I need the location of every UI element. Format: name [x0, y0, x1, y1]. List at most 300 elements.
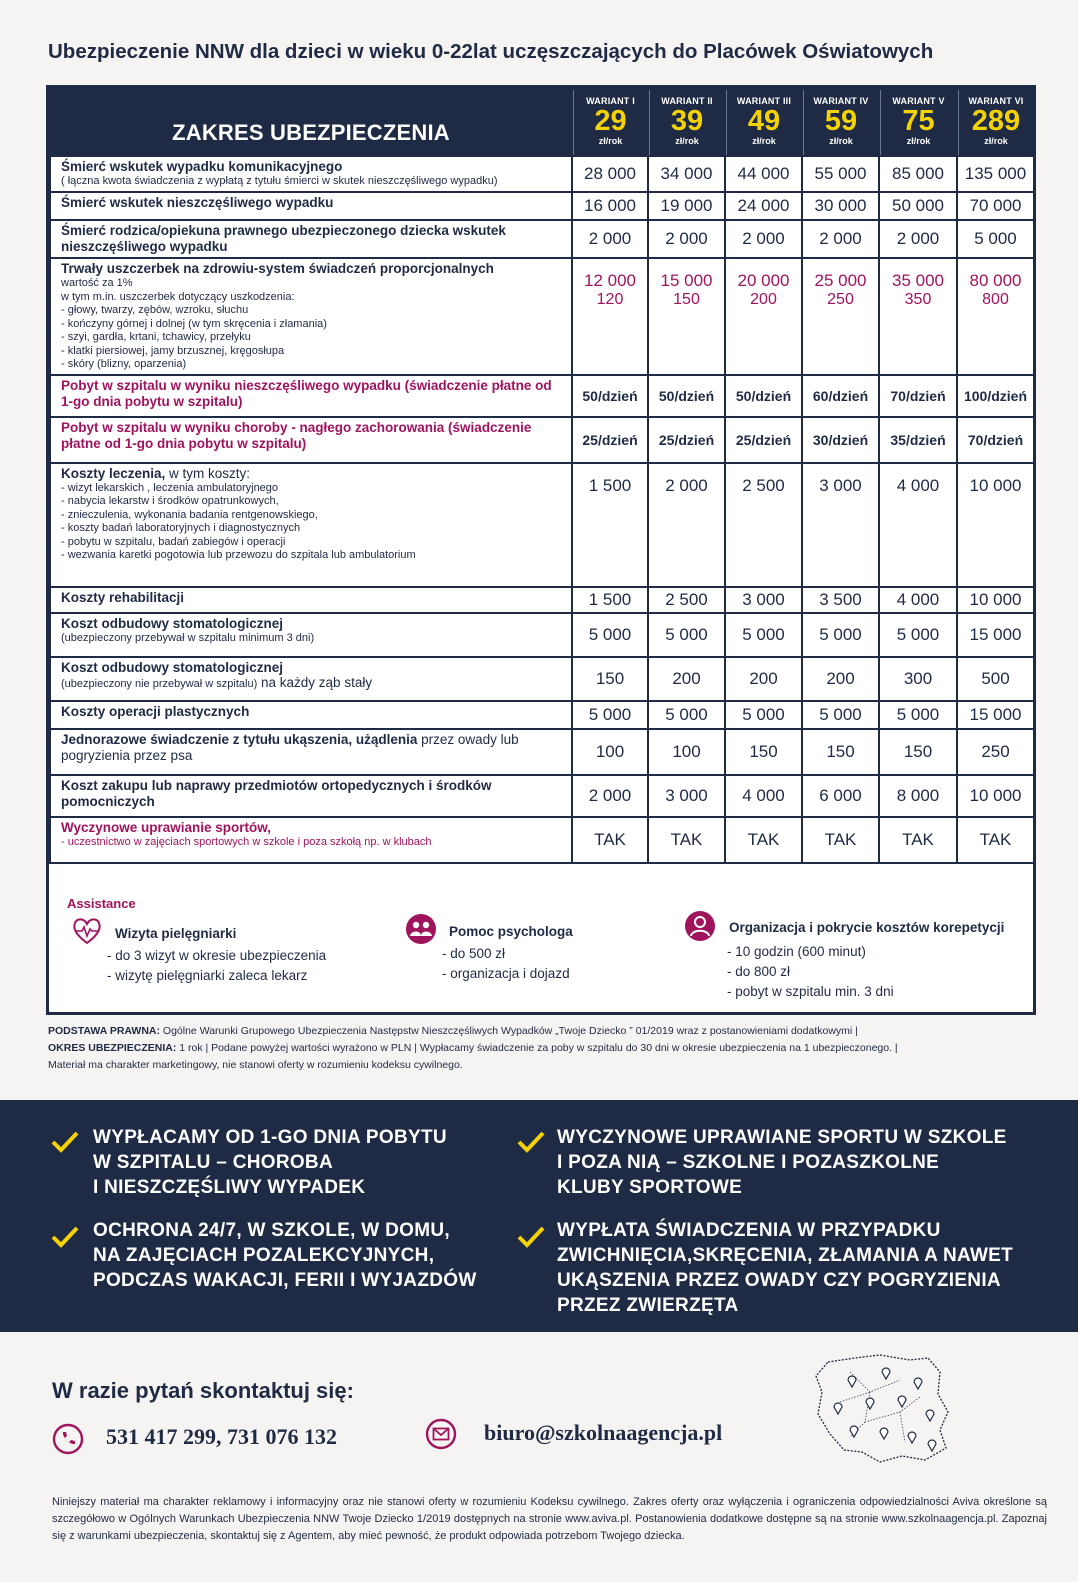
value: 35 000	[892, 271, 944, 290]
variant-price: 59	[824, 105, 858, 137]
value-cell	[648, 657, 725, 701]
value: 34 000	[660, 164, 713, 183]
value-cell	[725, 613, 802, 657]
value: 5 000	[742, 704, 785, 724]
row-label-cell	[50, 258, 572, 375]
row-sublabel-text: - uczestnictwo w zajęciach sportowych w szkole i poza szkołą np. w klubach	[61, 835, 432, 848]
row-label: Koszty operacji plastycznych	[61, 703, 250, 719]
row-label: Koszty rehabilitacji	[61, 589, 185, 605]
value: 2 000	[665, 475, 708, 495]
legal-text: Ogólne Warunki Grupowego Ubezpieczenia Następstw Nieszczęśliwych Wypadków „Twoje Dziecko ” 01/2019 wraz z postanowieniami dodatkowymi |	[160, 1025, 858, 1037]
row-label-cell	[50, 156, 572, 192]
value-cell	[648, 258, 725, 375]
value: 44 000	[737, 164, 790, 183]
value-cell	[802, 775, 879, 817]
value-cell	[725, 775, 802, 817]
row-detail-line: - skóry (blizny, oparzenia)	[61, 358, 187, 370]
check-icon	[50, 1225, 80, 1249]
value: 25/dzień	[735, 431, 792, 448]
value-cell	[572, 463, 648, 587]
value-cell	[879, 258, 957, 375]
value-cell	[802, 375, 879, 417]
value: 55 000	[814, 164, 867, 183]
value-cell	[879, 701, 957, 729]
value: 15 000	[969, 624, 1022, 644]
assistance-item-title: Pomoc psychologa	[449, 924, 573, 939]
row-detail-line: - głowy, twarzy, zębów, wzroku, słuchu	[61, 304, 249, 316]
value: 5 000	[665, 704, 708, 724]
value-cell	[802, 156, 879, 192]
value-cell	[725, 220, 802, 258]
value-cell	[879, 657, 957, 701]
value: 2 000	[588, 785, 632, 805]
value-cell	[802, 192, 879, 220]
value: 4 000	[896, 475, 940, 495]
feature-line: WYPŁATA ŚWIADCZENIA W PRZYPADKU	[557, 1220, 941, 1241]
row-label: Pobyt w szpitalu w wyniku nieszczęśliwego wypadku (świadczenie płatne od 1-go dnia pobytu w szpitalu)	[61, 377, 552, 409]
value: 2 000	[665, 229, 708, 248]
table-row	[50, 587, 1034, 613]
table-row	[50, 817, 1034, 863]
value: 5 000	[742, 624, 785, 644]
legal-text: 1 rok | Podane powyżej wartości wyrażono w PLN | Wypłacamy świadczenie za poby w szpitalu do 30 dni w okresie ubezpieczenia na 1 ubezpieczonego. |	[176, 1042, 898, 1054]
value: 15 000	[660, 271, 713, 290]
value-cell	[725, 258, 802, 375]
row-sublabel	[61, 175, 565, 188]
legal-line	[48, 1040, 1048, 1057]
table-row	[50, 192, 1034, 220]
row-sublabel	[61, 632, 565, 645]
value: 24 000	[737, 196, 790, 215]
row-label: Śmierć wskutek nieszczęśliwego wypadku	[61, 195, 334, 210]
row-label: Koszty leczenia,	[61, 465, 166, 481]
value-cell	[879, 817, 957, 863]
row-label: Trwały uszczerbek na zdrowiu-system świadczeń proporcjonalnych	[61, 261, 494, 276]
table-row	[50, 156, 1034, 192]
value-cell	[879, 613, 957, 657]
row-sublabel	[61, 836, 565, 849]
student-icon	[684, 910, 716, 942]
value-cell	[572, 220, 648, 258]
value-cell	[648, 417, 725, 463]
value-cell	[648, 375, 725, 417]
row-sublabel-text: (ubezpieczony przebywał w szpitalu minimum 3 dni)	[61, 631, 315, 644]
variant-header	[648, 89, 725, 156]
value: 3 000	[665, 785, 708, 805]
variant-header	[572, 89, 648, 156]
variant-header	[802, 89, 879, 156]
legal-line: Materiał ma charakter marketingowy, nie stanowi oferty w rozumieniu kodeksu cywilnego.	[48, 1059, 463, 1071]
value-cell	[572, 775, 648, 817]
row-label-cell	[50, 657, 572, 701]
value: 2 000	[588, 229, 632, 248]
row-label: Pobyt w szpitalu w wyniku choroby - nagłego zachorowania (świadczenie płatne od 1-go dnia pobytu w szpitalu)	[61, 419, 532, 451]
value-cell	[879, 220, 957, 258]
poland-map-icon	[810, 1352, 955, 1467]
value: 2 000	[896, 229, 940, 248]
value: 30 000	[814, 196, 867, 215]
feature-item	[557, 1218, 1013, 1318]
value-cell	[879, 192, 957, 220]
value: 3 000	[742, 589, 785, 609]
row-label: Śmierć rodzica/opiekuna prawnego ubezpieczonego dziecka wskutek nieszczęśliwego wypadku	[61, 223, 506, 254]
insurance-table	[49, 88, 1035, 864]
value: 150	[749, 741, 778, 761]
row-detail-line: - wezwania karetki pogotowia lub przewozu do szpitala lub ambulatorium	[61, 549, 416, 561]
value: 5 000	[588, 624, 632, 644]
value: 85 000	[892, 164, 944, 183]
feature-item	[93, 1125, 447, 1200]
row-label-cell	[50, 701, 572, 729]
variant-price: 49	[747, 105, 781, 137]
feature-item	[557, 1125, 1007, 1200]
variant-price: 289	[971, 105, 1021, 137]
value: 28 000	[584, 164, 636, 183]
row-label: Koszt odbudowy stomatologicznej	[61, 615, 283, 631]
value: 80 000	[969, 271, 1022, 290]
value: 19 000	[660, 196, 713, 215]
heart-pulse-icon	[71, 915, 103, 947]
assistance-item-line: - wizytę pielęgniarki zaleca lekarz	[107, 968, 308, 983]
assistance-item-line: - pobyt w szpitalu min. 3 dni	[727, 984, 894, 999]
value: 300	[903, 668, 933, 688]
check-icon	[50, 1130, 80, 1154]
value-cell	[802, 417, 879, 463]
assistance-item-title: Organizacja i pokrycie kosztów korepetycji	[729, 920, 1005, 935]
row-detail-line: - kończyny górnej i dolnej (w tym skręcenia i złamania)	[61, 317, 327, 330]
value: 5 000	[896, 624, 940, 644]
row-detail-line: - koszty badań laboratoryjnych i diagnostycznych	[61, 522, 301, 534]
value-cell	[648, 817, 725, 863]
row-sublabel-text: ( łączna kwota świadczenia z wypłatą z tytułu śmierci w skutek nieszczęśliwego wypadku)	[61, 175, 498, 187]
variant-unit: zł/rok	[829, 136, 853, 146]
row-label-inline: przez owady lub pogryzienia przez psa	[61, 731, 519, 763]
value-cell	[957, 417, 1034, 463]
row-detail-line: w tym m.in. uszczerbek dotyczący uszkodzenia:	[61, 290, 295, 303]
variant-unit: zł/rok	[752, 136, 776, 146]
assistance-title: Assistance	[67, 896, 136, 911]
value-cell	[957, 463, 1034, 587]
value-per-percent: 200	[750, 291, 777, 308]
variant-name: WARIANT III	[736, 96, 792, 106]
value-cell	[725, 375, 802, 417]
assistance-item-title: Wizyta pielęgniarki	[115, 926, 237, 941]
row-sublabel-tail: na każdy ząb stały	[257, 674, 373, 690]
value-per-percent: 120	[596, 291, 624, 308]
scope-header: ZAKRES UBEZPIECZENIA	[50, 89, 572, 156]
value-cell	[802, 613, 879, 657]
value: 20 000	[737, 271, 790, 290]
value: TAK	[824, 829, 857, 849]
value-per-percent: 150	[673, 291, 700, 308]
variant-header	[957, 89, 1034, 156]
variant-name: WARIANT I	[586, 96, 635, 106]
row-label: Koszt zakupu lub naprawy przedmiotów ortopedycznych i środków pomocniczych	[61, 777, 492, 809]
value: 1 500	[588, 589, 632, 609]
value-cell	[572, 701, 648, 729]
feature-line: WYPŁACAMY OD 1-GO DNIA POBYTU	[93, 1127, 447, 1148]
value-cell	[879, 775, 957, 817]
value-cell	[572, 375, 648, 417]
value-cell	[802, 463, 879, 587]
value: 50/dzień	[582, 387, 638, 404]
value-cell	[957, 220, 1034, 258]
row-label-cell	[50, 375, 572, 417]
value: 250	[981, 741, 1010, 761]
value-per-percent: 350	[904, 291, 932, 308]
value: 100/dzień	[963, 387, 1028, 404]
value: 35/dzień	[890, 431, 946, 448]
value-cell	[648, 729, 725, 775]
table-row	[50, 701, 1034, 729]
assistance-item-line: - 10 godzin (600 minut)	[727, 944, 866, 959]
value-cell	[957, 156, 1034, 192]
email-icon	[425, 1418, 457, 1450]
table-row	[50, 613, 1034, 657]
variant-header	[725, 89, 802, 156]
value: 150	[595, 668, 625, 688]
value: 4 000	[742, 785, 785, 805]
page-title: Ubezpieczenie NNW dla dzieci w wieku 0-22lat uczęszczających do Placówek Oświatowych	[48, 40, 934, 63]
value: TAK	[594, 829, 626, 849]
value-cell	[802, 701, 879, 729]
value-cell	[572, 613, 648, 657]
row-detail-line: - wizyt lekarskich , leczenia ambulatoryjnego	[61, 481, 279, 494]
value-cell	[572, 192, 648, 220]
value-cell	[802, 587, 879, 613]
row-detail-line: - pobytu w szpitalu, badań zabiegów i operacji	[61, 535, 286, 548]
value: 100	[595, 741, 625, 761]
value: 5 000	[896, 704, 940, 724]
variant-price: 75	[902, 105, 935, 137]
value: 25/dzień	[582, 431, 638, 448]
value-cell	[572, 258, 648, 375]
row-label-cell	[50, 613, 572, 657]
row-label-cell	[50, 192, 572, 220]
value-cell	[572, 657, 648, 701]
value: 150	[826, 741, 855, 761]
variant-unit: zł/rok	[906, 136, 931, 146]
value-cell	[572, 817, 648, 863]
variant-header	[879, 89, 957, 156]
value-cell	[648, 220, 725, 258]
check-icon	[516, 1130, 546, 1154]
variant-name: WARIANT II	[661, 96, 713, 106]
legal-line	[48, 1023, 1048, 1040]
value-per-percent: 250	[827, 291, 854, 308]
value-cell	[879, 729, 957, 775]
value-cell	[879, 375, 957, 417]
table-row	[50, 729, 1034, 775]
feature-line: OCHRONA 24/7, W SZKOLE, W DOMU,	[93, 1220, 450, 1241]
row-detail-line: wartość za 1%	[61, 277, 133, 289]
disclaimer: Niniejszy materiał ma charakter reklamowy i informacyjny oraz nie stanowi oferty w rozumieniu Kodeksu cywilnego. Zakres oferty oraz wyłączenia i ograniczenia odpowiedzialności Aviva określone są szczegółowo w Ogólnych Warunkach Ubezpieczenia NNW Twoje Dziecko 1/2019 dostępnych na stronie www.aviva.pl. Postanowienia dodatkowe dostępne są na stronie www.szkolnaagencja.pl. Zapoznaj się z warunkami ubezpieczenia, skontaktuj się z Agentem, aby mieć pewność, że produkt odpowiada potrzebom Twojego dziecka.	[52, 1496, 1047, 1542]
value-cell	[802, 729, 879, 775]
feature-line: I NIESZCZĘŚLIWY WYPADEK	[93, 1177, 366, 1198]
value-cell	[572, 587, 648, 613]
variant-name: WARIANT V	[892, 96, 945, 106]
value: 5 000	[974, 229, 1017, 248]
value-cell	[648, 701, 725, 729]
value: 5 000	[819, 624, 862, 644]
value: 6 000	[819, 785, 862, 805]
row-label-cell	[50, 220, 572, 258]
insurance-table-frame	[46, 85, 1036, 1015]
value: 100	[672, 741, 701, 761]
value: 500	[981, 668, 1010, 688]
value-cell	[725, 417, 802, 463]
value: TAK	[902, 829, 934, 849]
value-cell	[802, 817, 879, 863]
value: 200	[826, 668, 855, 688]
legal-notes	[48, 1023, 1048, 1074]
value-cell	[957, 701, 1034, 729]
row-detail-line: - klatki piersiowej, jamy brzusznej, kręgosłupa	[61, 344, 285, 357]
value-cell	[648, 613, 725, 657]
value: TAK	[979, 829, 1012, 849]
variant-price: 29	[594, 105, 627, 137]
value: 25/dzień	[658, 431, 715, 448]
value: 200	[749, 668, 778, 688]
row-detail-line: - nabycia lekarstw i środków opatrunkowych,	[61, 495, 279, 507]
value: 2 500	[742, 475, 785, 495]
value-cell	[957, 258, 1034, 375]
email-address[interactable]: biuro@szkolnaagencja.pl	[484, 1420, 723, 1445]
row-label: Wyczynowe uprawianie sportów,	[61, 819, 272, 835]
table-row	[50, 657, 1034, 701]
feature-line: WYCZYNOWE UPRAWIANE SPORTU W SZKOLE	[557, 1127, 1007, 1148]
table-row	[50, 417, 1034, 463]
value: 3 000	[819, 475, 862, 495]
value-cell	[648, 587, 725, 613]
feature-line: KLUBY SPORTOWE	[557, 1177, 743, 1198]
feature-line: PRZEZ ZWIERZĘTA	[557, 1295, 739, 1316]
check-icon	[516, 1225, 546, 1249]
feature-line: NA ZAJĘCIACH POZALEKCYJNYCH,	[93, 1245, 435, 1266]
value: 5 000	[819, 704, 862, 724]
row-sublabel	[61, 676, 565, 691]
variant-unit: zł/rok	[675, 136, 699, 146]
legal-label: PODSTAWA PRAWNA:	[48, 1025, 160, 1037]
feature-line: W SZPITALU – CHOROBA	[93, 1152, 333, 1173]
value-cell	[879, 463, 957, 587]
value-cell	[957, 375, 1034, 417]
phone-icon	[52, 1423, 84, 1455]
value-cell	[802, 220, 879, 258]
value-cell	[957, 192, 1034, 220]
value: 2 000	[819, 229, 862, 248]
value: 5 000	[665, 624, 708, 644]
value: 3 500	[819, 589, 862, 609]
value: 50/dzień	[658, 387, 715, 404]
value: 16 000	[584, 196, 636, 215]
row-detail-line: - znieczulenia, wykonania badania rentgenowskiego,	[61, 508, 318, 521]
row-sublabel-text: (ubezpieczony nie przebywał w szpitalu)	[61, 677, 258, 690]
assistance-item-line: - do 500 zł	[442, 946, 506, 961]
value: 15 000	[969, 704, 1022, 724]
value-cell	[725, 587, 802, 613]
value-cell	[957, 817, 1034, 863]
value-cell	[648, 463, 725, 587]
value-cell	[725, 817, 802, 863]
value: 5 000	[588, 704, 632, 724]
row-label-inline: w tym koszty:	[165, 465, 251, 481]
assistance-item-line: - organizacja i dojazd	[442, 966, 570, 981]
value-cell	[957, 613, 1034, 657]
value-cell	[725, 192, 802, 220]
assistance-section	[49, 888, 1033, 1012]
variant-unit: zł/rok	[598, 136, 623, 146]
row-detail-line: - szyi, gardła, krtani, tchawicy, przełyku	[61, 331, 251, 343]
feature-line: UKĄSZENIA PRZEZ OWADY CZY POGRYZIENIA	[557, 1270, 1001, 1291]
feature-line: ZWICHNIĘCIA,SKRĘCENIA, ZŁAMANIA A NAWET	[557, 1245, 1014, 1266]
value: 200	[672, 668, 701, 688]
value: TAK	[670, 829, 703, 849]
variant-price: 39	[670, 105, 704, 137]
row-label: Jednorazowe świadczenie z tytułu ukąszenia, użądlenia	[61, 731, 418, 747]
value-cell	[725, 729, 802, 775]
row-label: Koszt odbudowy stomatologicznej	[61, 659, 283, 675]
value-cell	[725, 657, 802, 701]
row-label-cell	[50, 775, 572, 817]
value: 4 000	[896, 589, 940, 609]
value-cell	[957, 657, 1034, 701]
value: 50 000	[892, 196, 944, 215]
value-cell	[802, 657, 879, 701]
value: 10 000	[969, 475, 1022, 495]
value-cell	[648, 775, 725, 817]
assistance-item-line: - do 3 wizyt w okresie ubezpieczenia	[107, 948, 327, 963]
row-label: Śmierć wskutek wypadku komunikacyjnego	[61, 159, 343, 174]
value-cell	[648, 192, 725, 220]
value: 70 000	[969, 196, 1022, 215]
value-cell	[725, 701, 802, 729]
value: 60/dzień	[812, 387, 869, 404]
phone-numbers[interactable]: 531 417 299, 731 076 132	[106, 1424, 337, 1449]
row-label-cell	[50, 729, 572, 775]
feature-line: I POZA NIĄ – SZKOLNE I POZASZKOLNE	[557, 1152, 940, 1173]
value: 2 500	[665, 589, 708, 609]
people-icon	[405, 913, 437, 945]
variant-name: WARIANT IV	[813, 96, 869, 106]
value: 50/dzień	[735, 387, 792, 404]
contact-section	[0, 1352, 1078, 1472]
value-cell	[725, 156, 802, 192]
value: 8 000	[896, 785, 940, 805]
value: 25 000	[814, 271, 867, 290]
value: TAK	[747, 829, 780, 849]
value: 150	[903, 741, 933, 761]
value: 70/dzień	[890, 387, 946, 404]
value-cell	[802, 258, 879, 375]
feature-line: PODCZAS WAKACJI, FERII I WYJAZDÓW	[93, 1270, 477, 1291]
value: 2 000	[742, 229, 785, 248]
row-label-cell	[50, 417, 572, 463]
value: 10 000	[969, 785, 1022, 805]
value: 30/dzień	[812, 431, 869, 448]
variant-unit: zł/rok	[984, 136, 1008, 146]
row-label-cell	[50, 587, 572, 613]
contact-heading: W razie pytań skontaktuj się:	[52, 1378, 354, 1403]
value: 70/dzień	[967, 431, 1024, 448]
row-label-cell	[50, 817, 572, 863]
value-cell	[957, 729, 1034, 775]
table-row	[50, 220, 1034, 258]
value-cell	[879, 587, 957, 613]
variant-name: WARIANT VI	[968, 96, 1024, 106]
legal-label: OKRES UBEZPIECZENIA:	[48, 1042, 177, 1054]
table-row	[50, 258, 1034, 375]
